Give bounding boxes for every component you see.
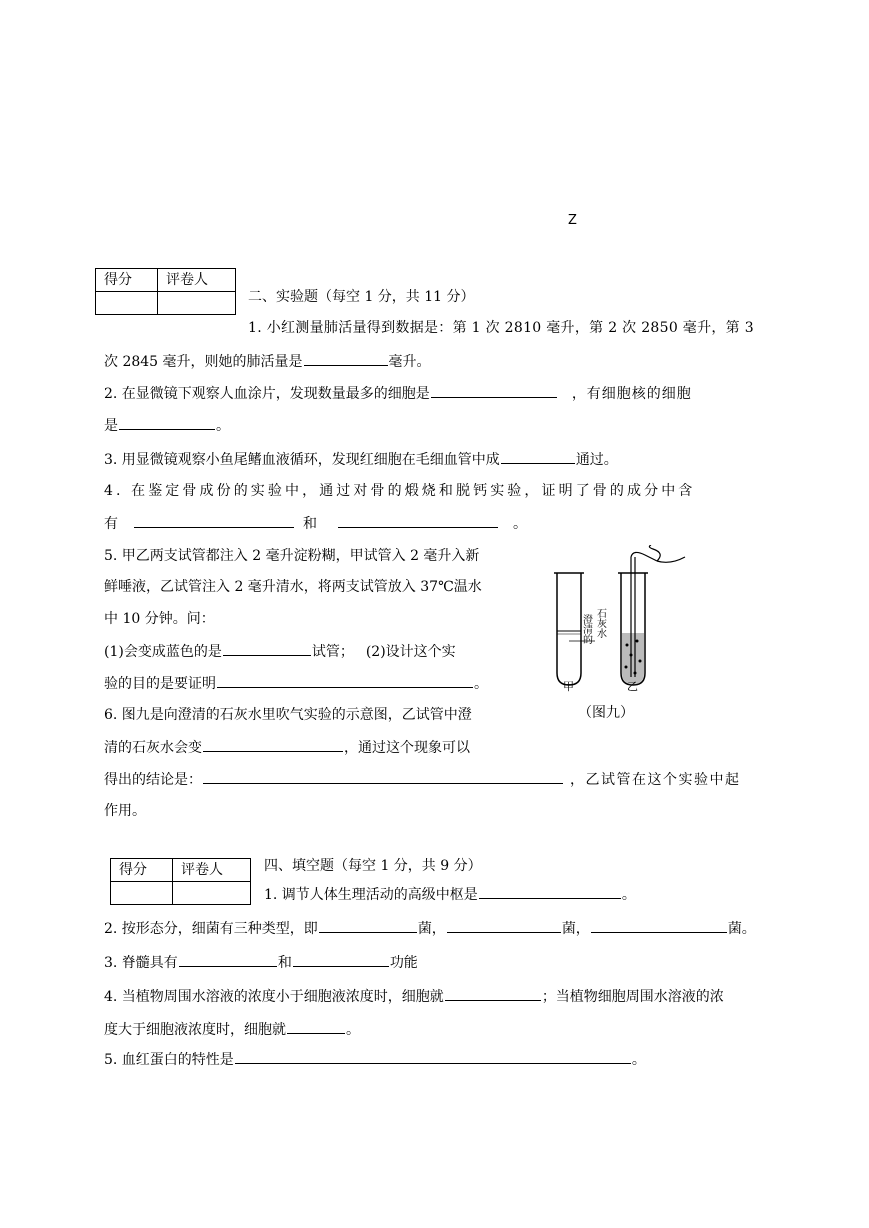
score-table-section2 bbox=[95, 268, 236, 315]
answer-blank[interactable] bbox=[591, 918, 727, 933]
left-tube-label: 甲 bbox=[563, 680, 574, 693]
answer-blank[interactable] bbox=[203, 769, 563, 784]
answer-blank[interactable] bbox=[287, 1019, 345, 1034]
s2-q1-line1: 1. 小红测量肺活量得到数据是：第 1 次 2810 毫升，第 2 次 2850 毫升，第 3 bbox=[248, 320, 754, 336]
grader-label: 评卷人 bbox=[173, 859, 251, 882]
lime-label: 石灰水 bbox=[597, 609, 607, 640]
answer-blank[interactable] bbox=[235, 1049, 631, 1064]
s2-q5-line3: 中 10 分钟。问： bbox=[104, 611, 215, 627]
answer-blank[interactable] bbox=[179, 952, 277, 967]
score-table-section4 bbox=[110, 858, 251, 905]
s2-q2-line2: 是 。 bbox=[104, 415, 230, 436]
s4-q4-line1: 4. 当植物周围水溶液的浓度小于细胞液浓度时，细胞就 ；当植物细胞周围水溶液的浓 bbox=[104, 986, 724, 1007]
grader-cell[interactable] bbox=[173, 882, 251, 905]
answer-blank[interactable] bbox=[217, 673, 473, 688]
right-tube-icon bbox=[618, 545, 685, 685]
s2-q5-line5: 验的目的是要证明 。 bbox=[104, 673, 488, 694]
water-label: 澄清的 bbox=[583, 615, 593, 646]
s4-q5-line: 5. 血红蛋白的特性是 。 bbox=[104, 1049, 646, 1070]
answer-blank[interactable] bbox=[447, 918, 561, 933]
s2-q5-line4: (1)会变成蓝色的是 试管； (2)设计这个实 bbox=[104, 641, 456, 662]
s2-q2-line1: 2. 在显微镜下观察人血涂片，发现数量最多的细胞是 ，有细胞核的细胞 bbox=[104, 383, 692, 404]
score-label: 得分 bbox=[111, 859, 173, 882]
s2-q4-line2: 有 和 。 bbox=[104, 513, 527, 534]
test-tube-figure bbox=[545, 545, 705, 695]
section2-title: 二、实验题（每空 1 分，共 11 分） bbox=[248, 289, 475, 305]
s2-q1-line2: 次 2845 毫升，则她的肺活量是 毫升。 bbox=[104, 351, 431, 372]
answer-blank[interactable] bbox=[431, 383, 557, 398]
s4-q4-line2: 度大于细胞液浓度时，细胞就 。 bbox=[104, 1019, 360, 1040]
s2-q5-line2: 鲜唾液，乙试管注入 2 毫升清水，将两支试管放入 37℃温水 bbox=[104, 579, 482, 595]
grader-label: 评卷人 bbox=[158, 269, 236, 292]
s2-q5-line1: 5. 甲乙两支试管都注入 2 毫升淀粉糊，甲试管入 2 毫升入新 bbox=[104, 548, 480, 564]
s2-q6-line4: 作用。 bbox=[104, 803, 146, 819]
answer-blank[interactable] bbox=[479, 884, 621, 899]
s2-q4-line1: 4. 在鉴定骨成份的实验中，通过对骨的煅烧和脱钙实验，证明了骨的成分中含 bbox=[104, 483, 696, 499]
s2-q6-line1: 6. 图九是向澄清的石灰水里吹气实验的示意图，乙试管中澄 bbox=[104, 707, 472, 723]
answer-blank[interactable] bbox=[203, 737, 343, 752]
answer-blank[interactable] bbox=[304, 351, 388, 366]
right-tube-label: 乙 bbox=[627, 680, 638, 693]
score-label: 得分 bbox=[96, 269, 158, 292]
s2-q3-line: 3. 用显微镜观察小鱼尾鳍血液循环，发现红细胞在毛细血管中成 通过。 bbox=[104, 449, 618, 470]
answer-blank[interactable] bbox=[223, 641, 311, 656]
answer-blank[interactable] bbox=[134, 513, 294, 528]
s4-q3-line: 3. 脊髓具有 和 功能 bbox=[104, 952, 418, 973]
s4-q2-line: 2. 按形态分，细菌有三种类型，即 菌， 菌， 菌。 bbox=[104, 918, 756, 939]
s2-q6-line3: 得出的结论是： ，乙试管在这个实验中起 bbox=[104, 769, 741, 790]
answer-blank[interactable] bbox=[119, 415, 215, 430]
answer-blank[interactable] bbox=[445, 986, 541, 1001]
answer-blank[interactable] bbox=[338, 513, 498, 528]
grader-cell[interactable] bbox=[158, 292, 236, 315]
answer-blank[interactable] bbox=[319, 918, 417, 933]
figure-caption: （图九） bbox=[578, 705, 634, 721]
section4-title: 四、填空题（每空 1 分，共 9 分） bbox=[264, 858, 482, 874]
score-cell[interactable] bbox=[96, 292, 158, 315]
score-cell[interactable] bbox=[111, 882, 173, 905]
answer-blank[interactable] bbox=[501, 449, 575, 464]
page-mark: Z bbox=[568, 213, 577, 228]
s4-q1-line: 1. 调节人体生理活动的高级中枢是 。 bbox=[264, 884, 636, 905]
s2-q6-line2: 清的石灰水会变 ，通过这个现象可以 bbox=[104, 737, 470, 758]
answer-blank[interactable] bbox=[293, 952, 389, 967]
